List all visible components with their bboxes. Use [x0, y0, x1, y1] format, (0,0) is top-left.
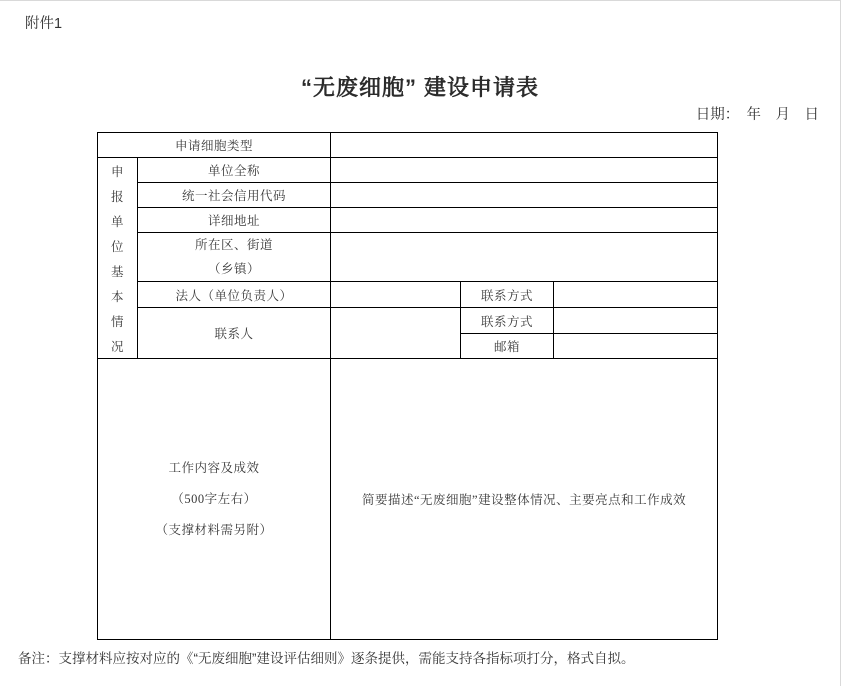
cell-type-value	[331, 133, 718, 158]
work-content-value: 简要描述“无废细胞”建设整体情况、主要亮点和工作成效	[331, 359, 718, 640]
unit-name-label: 单位全称	[138, 158, 331, 183]
credit-code-value	[331, 183, 718, 208]
table-row	[98, 133, 718, 158]
legal-contact-label: 联系方式	[461, 282, 554, 308]
page-title: “无废细胞” 建设申请表	[300, 75, 540, 100]
email-value	[554, 334, 718, 359]
cell-type-label: 申请细胞类型	[98, 133, 331, 158]
table-row	[98, 359, 718, 640]
contact-person-label: 联系人	[138, 308, 331, 359]
date-line: 日期： 年 月 日	[695, 107, 819, 123]
table-row	[98, 183, 718, 208]
unit-name-value	[331, 158, 718, 183]
application-form-table	[97, 132, 718, 640]
attachment-label: 附件1	[25, 16, 63, 32]
legal-contact-value	[554, 282, 718, 308]
district-label: 所在区、街道 （乡镇）	[138, 233, 331, 282]
table-row	[98, 282, 718, 308]
email-label: 邮箱	[461, 334, 554, 359]
legal-person-value	[331, 282, 461, 308]
contact-person-value	[331, 308, 461, 359]
vertical-label-chars: 申 报 单 位 基 本 情 况	[110, 164, 124, 354]
address-value	[331, 208, 718, 233]
table-row	[98, 208, 718, 233]
credit-code-label: 统一社会信用代码	[138, 183, 331, 208]
table-row	[98, 308, 718, 334]
table-row	[98, 158, 718, 183]
footer-note: 备注：支撑材料应按对应的《“无废细胞”建设评估细则》逐条提供，需能支持各指标项打分，格式自拟。	[18, 651, 635, 666]
contact-method-label: 联系方式	[461, 308, 554, 334]
work-content-label: 工作内容及成效 （500字左右） （支撑材料需另附）	[98, 359, 331, 640]
contact-method-value	[554, 308, 718, 334]
table-row	[98, 233, 718, 282]
district-value	[331, 233, 718, 282]
address-label: 详细地址	[138, 208, 331, 233]
legal-person-label: 法人（单位负责人）	[138, 282, 331, 308]
vertical-section-label	[98, 158, 138, 359]
